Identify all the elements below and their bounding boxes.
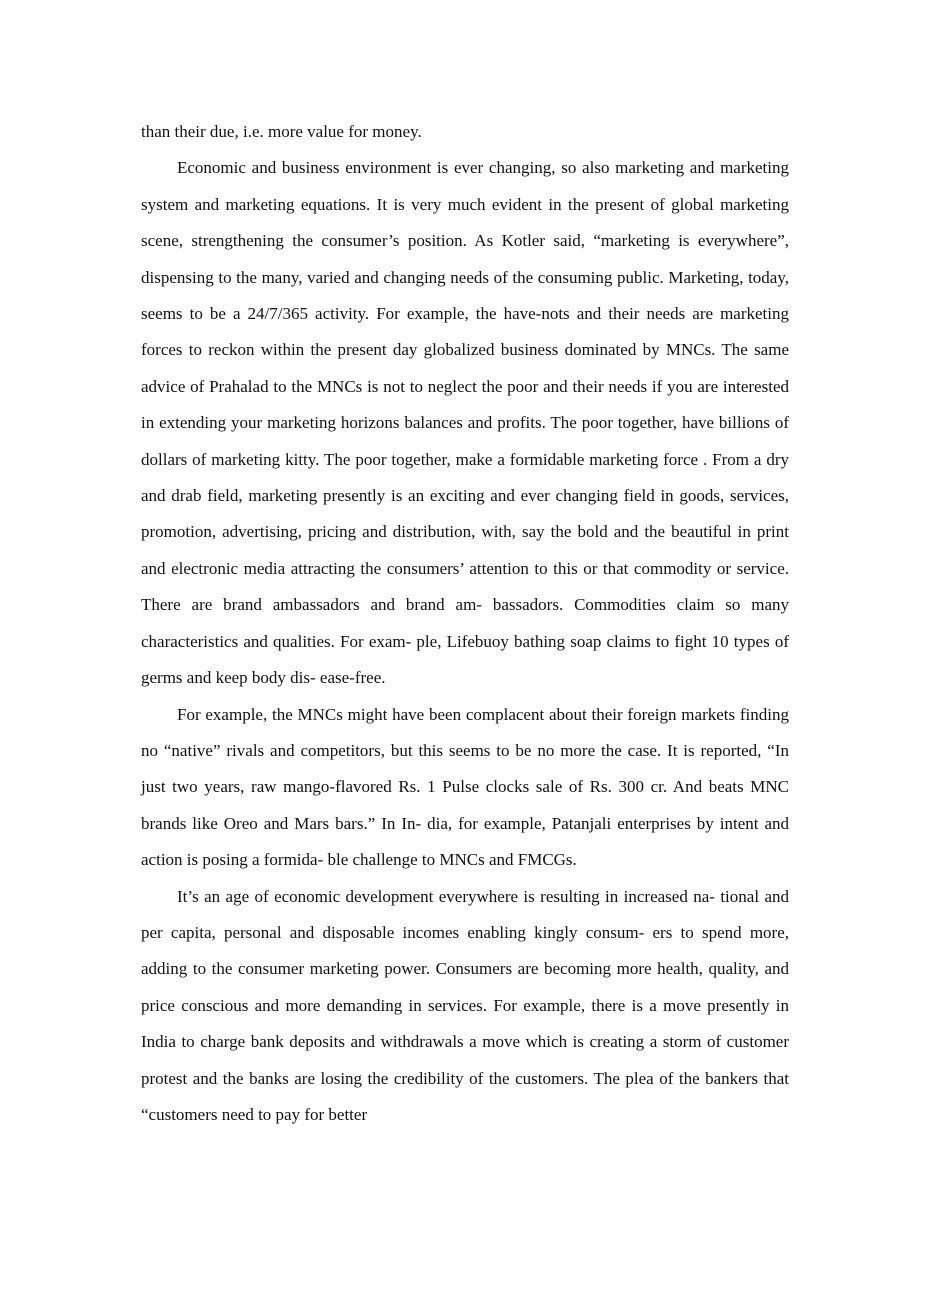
paragraph-continuation: than their due, i.e. more value for money. — [141, 122, 422, 141]
paragraph-mnc-competition: For example, the MNCs might have been complacent about their foreign markets finding no “native” rivals and competitors, but this seems to be no more the case. It is reported, “In just two years, raw mango-flavored Rs. 1 Pulse clocks sale of Rs. 300 cr. And beats MNC brands like Oreo and Mars bars.” In In- dia, for example, Patanjali enterprises by intent and action is posing a formida- ble challenge to MNCs and FMCGs. — [141, 704, 789, 870]
paragraph-marketing-environment: Economic and business environment is ever changing, so also marketing and marketing system and marketing equations. It is very much evident in the present of global marketing scene, strengthening the consumer’s position. As Kotler said, “marketing is everywhere”, dispensing to the many, varied and changing needs of the consuming public. Marketing, today, seems to be a 24/7/365 activity. For example, the have-nots and their needs are marketing forces to reckon within the present day globalized business dominated by MNCs. The same advice of Prahalad to the MNCs is not to neglect the poor and their needs if you are interested in extending your marketing horizons balances and profits. The poor together, have billions of dollars of marketing kitty. The poor together, make a formidable marketing force . From a dry and drab field, marketing presently is an exciting and ever changing field in goods, services, promotion, advertising, pricing and distribution, with, say the bold and the beautiful in print and electronic media attracting the consumers’ attention to this or that commodity or service. There are brand ambassadors and brand am- bassadors. Commodities claim so many characteristics and qualities. For exam- ple, Lifebuoy bathing soap claims to fight 10 types of germs and keep body dis- ease-free. — [141, 158, 789, 688]
body-text — [141, 114, 789, 1133]
paragraph-economic-development: It’s an age of economic development everywhere is resulting in increased na- tional and per capita, personal and disposable incomes enabling kingly consum- ers to spend more, adding to the consumer marketing power. Consumers are becoming more health, quality, and price conscious and more demanding in services. For example, there is a move presently in India to charge bank deposits and withdrawals a move which is creating a storm of customer protest and the banks are losing the credibility of the customers. The plea of the bankers that “customers need to pay for better — [141, 886, 789, 1124]
